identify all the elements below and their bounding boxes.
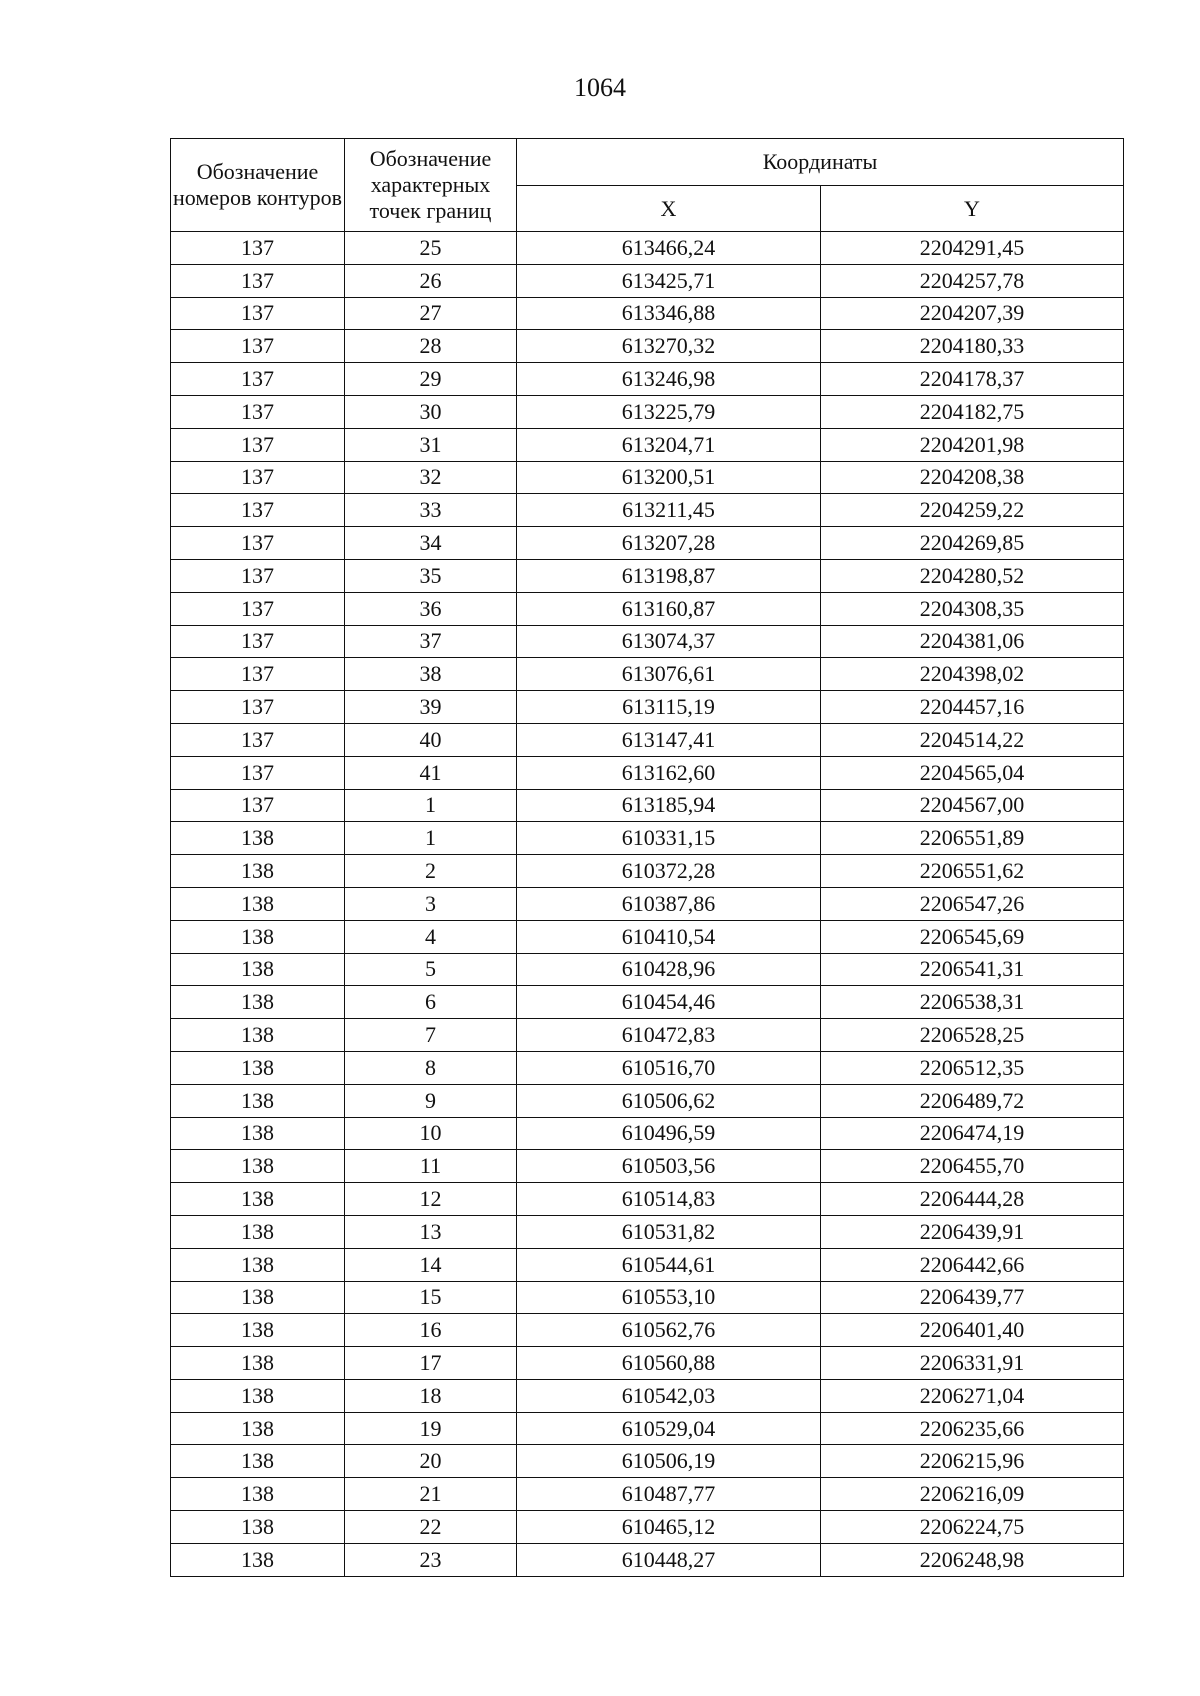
header-y: Y	[821, 186, 1124, 232]
cell-y: 2206528,25	[821, 1019, 1124, 1052]
cell-point-number: 35	[345, 559, 517, 592]
cell-y: 2204567,00	[821, 789, 1124, 822]
cell-y: 2204280,52	[821, 559, 1124, 592]
cell-x: 610372,28	[517, 855, 821, 888]
cell-point-number: 27	[345, 297, 517, 330]
cell-contour-number: 137	[171, 428, 345, 461]
table-row	[171, 395, 1124, 428]
cell-x: 613198,87	[517, 559, 821, 592]
cell-x: 613074,37	[517, 625, 821, 658]
cell-x: 613200,51	[517, 461, 821, 494]
cell-x: 610387,86	[517, 887, 821, 920]
cell-point-number: 3	[345, 887, 517, 920]
table-row	[171, 1281, 1124, 1314]
cell-contour-number: 138	[171, 1051, 345, 1084]
cell-x: 610331,15	[517, 822, 821, 855]
cell-contour-number: 137	[171, 494, 345, 527]
header-coordinates: Координаты	[517, 139, 1124, 186]
cell-x: 613246,98	[517, 363, 821, 396]
table-row	[171, 1183, 1124, 1216]
cell-contour-number: 137	[171, 592, 345, 625]
cell-y: 2206235,66	[821, 1412, 1124, 1445]
cell-x: 610487,77	[517, 1478, 821, 1511]
cell-y: 2206442,66	[821, 1248, 1124, 1281]
cell-point-number: 30	[345, 395, 517, 428]
cell-point-number: 22	[345, 1511, 517, 1544]
cell-point-number: 33	[345, 494, 517, 527]
header-x: X	[517, 186, 821, 232]
cell-x: 610560,88	[517, 1347, 821, 1380]
cell-y: 2204457,16	[821, 691, 1124, 724]
cell-y: 2206444,28	[821, 1183, 1124, 1216]
cell-y: 2206538,31	[821, 986, 1124, 1019]
cell-point-number: 31	[345, 428, 517, 461]
cell-x: 610514,83	[517, 1183, 821, 1216]
table-row	[171, 1051, 1124, 1084]
table-row	[171, 264, 1124, 297]
table-row	[171, 789, 1124, 822]
cell-contour-number: 137	[171, 559, 345, 592]
table-row	[171, 756, 1124, 789]
cell-y: 2206474,19	[821, 1117, 1124, 1150]
table-row	[171, 691, 1124, 724]
cell-y: 2206224,75	[821, 1511, 1124, 1544]
cell-y: 2206512,35	[821, 1051, 1124, 1084]
cell-x: 613225,79	[517, 395, 821, 428]
table-row	[171, 1248, 1124, 1281]
cell-y: 2204381,06	[821, 625, 1124, 658]
cell-y: 2206455,70	[821, 1150, 1124, 1183]
cell-y: 2204207,39	[821, 297, 1124, 330]
cell-point-number: 25	[345, 232, 517, 265]
cell-y: 2206439,77	[821, 1281, 1124, 1314]
cell-contour-number: 138	[171, 1314, 345, 1347]
cell-contour-number: 137	[171, 363, 345, 396]
cell-point-number: 11	[345, 1150, 517, 1183]
table-row	[171, 1379, 1124, 1412]
cell-y: 2204259,22	[821, 494, 1124, 527]
cell-point-number: 28	[345, 330, 517, 363]
cell-x: 613466,24	[517, 232, 821, 265]
cell-y: 2204291,45	[821, 232, 1124, 265]
cell-contour-number: 137	[171, 723, 345, 756]
cell-x: 610410,54	[517, 920, 821, 953]
cell-point-number: 26	[345, 264, 517, 297]
cell-contour-number: 138	[171, 1543, 345, 1576]
cell-x: 610428,96	[517, 953, 821, 986]
cell-point-number: 17	[345, 1347, 517, 1380]
table-row	[171, 658, 1124, 691]
cell-y: 2204208,38	[821, 461, 1124, 494]
cell-x: 610472,83	[517, 1019, 821, 1052]
header-contour-number: Обозначение номеров контуров	[171, 139, 345, 232]
cell-contour-number: 137	[171, 789, 345, 822]
cell-x: 610542,03	[517, 1379, 821, 1412]
cell-contour-number: 137	[171, 297, 345, 330]
cell-contour-number: 137	[171, 264, 345, 297]
cell-y: 2204178,37	[821, 363, 1124, 396]
cell-y: 2206216,09	[821, 1478, 1124, 1511]
cell-x: 610553,10	[517, 1281, 821, 1314]
cell-x: 610454,46	[517, 986, 821, 1019]
cell-y: 2206545,69	[821, 920, 1124, 953]
cell-contour-number: 138	[171, 1478, 345, 1511]
cell-point-number: 6	[345, 986, 517, 1019]
cell-point-number: 15	[345, 1281, 517, 1314]
table-row	[171, 1117, 1124, 1150]
table-row	[171, 494, 1124, 527]
cell-x: 610529,04	[517, 1412, 821, 1445]
table-row	[171, 1445, 1124, 1478]
cell-contour-number: 138	[171, 920, 345, 953]
cell-y: 2206401,40	[821, 1314, 1124, 1347]
cell-contour-number: 138	[171, 822, 345, 855]
cell-x: 613115,19	[517, 691, 821, 724]
cell-point-number: 1	[345, 822, 517, 855]
cell-x: 613185,94	[517, 789, 821, 822]
cell-contour-number: 138	[171, 1117, 345, 1150]
cell-contour-number: 137	[171, 232, 345, 265]
cell-y: 2204182,75	[821, 395, 1124, 428]
table-row	[171, 232, 1124, 265]
table-row	[171, 1543, 1124, 1576]
cell-point-number: 7	[345, 1019, 517, 1052]
cell-contour-number: 138	[171, 1379, 345, 1412]
cell-x: 610562,76	[517, 1314, 821, 1347]
cell-x: 613160,87	[517, 592, 821, 625]
cell-contour-number: 137	[171, 527, 345, 560]
cell-point-number: 39	[345, 691, 517, 724]
cell-point-number: 16	[345, 1314, 517, 1347]
table-row	[171, 297, 1124, 330]
cell-contour-number: 137	[171, 756, 345, 789]
cell-contour-number: 138	[171, 986, 345, 1019]
cell-point-number: 14	[345, 1248, 517, 1281]
table-row	[171, 625, 1124, 658]
cell-x: 613207,28	[517, 527, 821, 560]
table-row	[171, 1150, 1124, 1183]
cell-point-number: 34	[345, 527, 517, 560]
cell-contour-number: 138	[171, 1248, 345, 1281]
cell-contour-number: 138	[171, 1445, 345, 1478]
cell-x: 613204,71	[517, 428, 821, 461]
table-row	[171, 592, 1124, 625]
cell-contour-number: 137	[171, 658, 345, 691]
cell-contour-number: 137	[171, 461, 345, 494]
cell-y: 2204269,85	[821, 527, 1124, 560]
cell-y: 2206439,91	[821, 1215, 1124, 1248]
cell-contour-number: 138	[171, 855, 345, 888]
cell-contour-number: 138	[171, 887, 345, 920]
page-number: 1064	[574, 73, 626, 102]
cell-contour-number: 138	[171, 1412, 345, 1445]
cell-contour-number: 137	[171, 395, 345, 428]
cell-contour-number: 137	[171, 625, 345, 658]
cell-x: 613425,71	[517, 264, 821, 297]
table-row	[171, 363, 1124, 396]
cell-y: 2204257,78	[821, 264, 1124, 297]
cell-y: 2204398,02	[821, 658, 1124, 691]
cell-y: 2206215,96	[821, 1445, 1124, 1478]
cell-y: 2206547,26	[821, 887, 1124, 920]
cell-contour-number: 138	[171, 1019, 345, 1052]
cell-x: 610506,62	[517, 1084, 821, 1117]
header-boundary-point: Обозначение характерных точек границ	[345, 139, 517, 232]
cell-y: 2206248,98	[821, 1543, 1124, 1576]
cell-contour-number: 138	[171, 953, 345, 986]
cell-y: 2204565,04	[821, 756, 1124, 789]
table-row	[171, 1314, 1124, 1347]
cell-point-number: 8	[345, 1051, 517, 1084]
cell-point-number: 5	[345, 953, 517, 986]
cell-point-number: 13	[345, 1215, 517, 1248]
cell-point-number: 4	[345, 920, 517, 953]
coordinates-table	[170, 138, 1124, 1577]
cell-y: 2206551,62	[821, 855, 1124, 888]
cell-y: 2206331,91	[821, 1347, 1124, 1380]
cell-x: 610503,56	[517, 1150, 821, 1183]
table-row	[171, 1347, 1124, 1380]
cell-contour-number: 138	[171, 1215, 345, 1248]
cell-x: 610516,70	[517, 1051, 821, 1084]
cell-x: 610531,82	[517, 1215, 821, 1248]
table-row	[171, 330, 1124, 363]
cell-point-number: 18	[345, 1379, 517, 1412]
table-row	[171, 1215, 1124, 1248]
cell-y: 2204180,33	[821, 330, 1124, 363]
cell-point-number: 38	[345, 658, 517, 691]
cell-contour-number: 137	[171, 691, 345, 724]
table-row	[171, 986, 1124, 1019]
cell-contour-number: 138	[171, 1511, 345, 1544]
cell-contour-number: 138	[171, 1150, 345, 1183]
cell-point-number: 10	[345, 1117, 517, 1150]
table-row	[171, 1478, 1124, 1511]
cell-point-number: 29	[345, 363, 517, 396]
cell-contour-number: 138	[171, 1281, 345, 1314]
cell-x: 610465,12	[517, 1511, 821, 1544]
table-row	[171, 461, 1124, 494]
cell-contour-number: 138	[171, 1183, 345, 1216]
cell-point-number: 40	[345, 723, 517, 756]
cell-x: 613076,61	[517, 658, 821, 691]
cell-x: 613211,45	[517, 494, 821, 527]
cell-y: 2206541,31	[821, 953, 1124, 986]
cell-x: 613346,88	[517, 297, 821, 330]
cell-y: 2206271,04	[821, 1379, 1124, 1412]
table-row	[171, 1019, 1124, 1052]
cell-point-number: 12	[345, 1183, 517, 1216]
cell-point-number: 37	[345, 625, 517, 658]
cell-y: 2204514,22	[821, 723, 1124, 756]
cell-point-number: 20	[345, 1445, 517, 1478]
cell-point-number: 9	[345, 1084, 517, 1117]
cell-point-number: 19	[345, 1412, 517, 1445]
cell-point-number: 2	[345, 855, 517, 888]
table-row	[171, 920, 1124, 953]
cell-point-number: 41	[345, 756, 517, 789]
cell-x: 613162,60	[517, 756, 821, 789]
cell-y: 2206551,89	[821, 822, 1124, 855]
cell-x: 613147,41	[517, 723, 821, 756]
table-body	[171, 232, 1124, 1577]
cell-x: 610448,27	[517, 1543, 821, 1576]
cell-point-number: 21	[345, 1478, 517, 1511]
cell-point-number: 23	[345, 1543, 517, 1576]
cell-point-number: 36	[345, 592, 517, 625]
cell-y: 2204308,35	[821, 592, 1124, 625]
table-row	[171, 855, 1124, 888]
table-row	[171, 559, 1124, 592]
cell-point-number: 32	[345, 461, 517, 494]
table-row	[171, 723, 1124, 756]
cell-x: 610496,59	[517, 1117, 821, 1150]
table-row	[171, 1084, 1124, 1117]
cell-y: 2204201,98	[821, 428, 1124, 461]
cell-point-number: 1	[345, 789, 517, 822]
table-row	[171, 1511, 1124, 1544]
cell-x: 610506,19	[517, 1445, 821, 1478]
table-row	[171, 953, 1124, 986]
table-row	[171, 822, 1124, 855]
cell-contour-number: 138	[171, 1347, 345, 1380]
table-row	[171, 1412, 1124, 1445]
cell-contour-number: 138	[171, 1084, 345, 1117]
cell-x: 613270,32	[517, 330, 821, 363]
table-header	[171, 139, 1124, 232]
table-row	[171, 527, 1124, 560]
table-row	[171, 887, 1124, 920]
cell-x: 610544,61	[517, 1248, 821, 1281]
table-row	[171, 428, 1124, 461]
cell-y: 2206489,72	[821, 1084, 1124, 1117]
cell-contour-number: 137	[171, 330, 345, 363]
